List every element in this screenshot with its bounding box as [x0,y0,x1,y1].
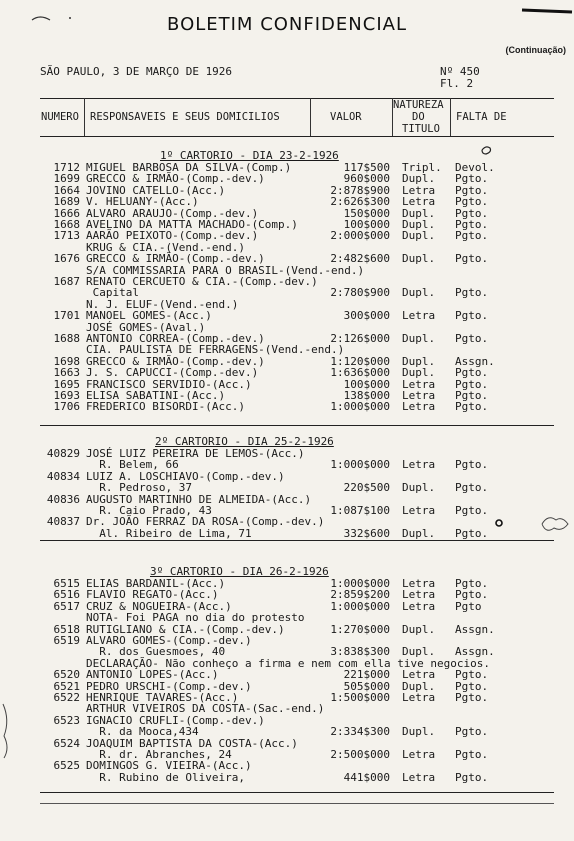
row-natureza: Letra [402,770,436,784]
column-divider [310,98,311,136]
row-falta: Pgto. [455,377,489,391]
row-falta: Pgto. [455,229,489,243]
row-valor: 221$000 [343,668,390,682]
section-rule [40,540,554,541]
row-responsavel: Dr. JOÃO FERRAZ DA ROSA-(Comp.-dev.) [86,515,325,529]
row-responsavel: RUTIGLIANO & CIA.-(Comp.-dev.) [86,622,285,636]
row-responsavel: NOTA- Foi PAGA no dia do protesto [86,611,305,625]
row-natureza: Dupl. [402,679,436,693]
row-natureza: Letra [402,183,436,197]
row-number: 6523 [53,713,80,727]
row-number: 6521 [53,679,80,693]
row-responsavel: FLAVIO REGATO-(Acc.) [86,588,219,602]
row-natureza: Dupl. [402,354,436,368]
row-responsavel: R. dr. Abranches, 24 [86,748,232,761]
row-natureza: Dupl. [402,526,436,540]
row-valor: 100$000 [343,377,390,391]
bulletin-number: Nº 450 [440,65,480,78]
row-responsavel: LUIZ A. LOSCHIAVO-(Comp.-dev.) [86,469,285,483]
row-falta: Pgto. [455,458,489,472]
row-responsavel: V. HELUANY-(Acc.) [86,195,199,209]
row-natureza: Letra [402,748,436,761]
row-falta: Pgto. [455,389,489,402]
row-valor: 2:126$000 [330,332,390,345]
row-responsavel: R. Belem, 66 [86,458,179,472]
row-responsavel: MANOEL GOMES-(Acc.) [86,309,212,323]
row-valor: 100$000 [343,218,390,231]
row-falta: Pgto. [455,332,489,345]
row-number: 40836 [46,492,80,506]
column-header-numero: NUMERO [41,111,79,123]
row-natureza: Letra [402,577,436,590]
row-valor: 1:500$000 [330,691,390,704]
row-falta: Pgto. [455,309,489,323]
row-falta: Pgto. [455,526,489,540]
row-natureza: Letra [402,309,436,323]
row-responsavel: GRECCO & IRMÃO-(Comp.-dev.) [86,354,265,368]
section-rule [40,425,554,426]
row-falta: Pgto [455,599,482,613]
row-natureza: Letra [402,588,436,602]
row-responsavel: J. S. CAPUCCI-(Comp.-dev.) [86,366,259,380]
row-valor: 2:482$600 [330,252,390,266]
row-responsavel: ARTHUR VIVEIROS DA COSTA-(Sac.-end.) [86,702,325,716]
row-natureza: Dupl. [402,229,436,243]
row-natureza: Dupl. [402,622,436,636]
row-natureza: Dupl. [402,481,436,495]
row-natureza: Dupl. [402,218,436,231]
row-natureza: Dupl. [402,286,436,300]
row-number: 1701 [53,309,80,323]
row-responsavel: FREDERICO BISORDI-(Acc.) [86,400,245,414]
row-responsavel: AARÃO PEIXOTO-(Comp.-dev.) [86,229,259,243]
row-natureza: Letra [402,389,436,402]
section-rule [40,792,554,793]
row-valor: 2:000$000 [330,229,390,243]
row-natureza: Dupl. [402,172,436,186]
row-falta: Devol. [455,161,495,174]
row-responsavel: ANTONIO LOPES-(Acc.) [86,668,219,682]
row-natureza: Dupl. [402,206,436,220]
ink-blot [538,512,574,536]
row-valor: 1:000$000 [330,400,390,414]
row-responsavel: ALVARO GOMES-(Comp.-dev.) [86,634,252,647]
row-number: 40837 [46,515,80,529]
row-valor: 1:120$000 [330,354,390,368]
row-natureza: Dupl. [402,332,436,345]
place-date: SÃO PAULO, 3 DE MARÇO DE 1926 [40,65,233,78]
row-responsavel: R. Rubino de Oliveira, [86,770,245,784]
row-responsavel: JOSÉ GOMES-(Aval.) [86,320,206,334]
row-falta: Pgto. [455,183,489,197]
row-responsavel: ANTONIO CORREA-(Comp.-dev.) [86,332,265,345]
row-responsavel: JOSÉ LUIZ PEREIRA DE LEMOS-(Acc.) [86,447,305,460]
row-responsavel: ELIAS BARDANIL-(Acc.) [86,577,226,590]
row-responsavel: Capital [86,286,139,300]
row-responsavel: GRECCO & IRMÃO-(Comp.-dev.) [86,252,265,266]
row-valor: 2:626$300 [330,195,390,209]
row-responsavel: FRANCISCO SERVIDIO-(Acc.) [86,377,252,391]
row-falta: Pgto. [455,366,489,380]
row-falta: Pgto. [455,679,489,693]
section-title: 2º CARTORIO - DIA 25-2-1926 [155,435,334,448]
row-valor: 1:000$000 [330,458,390,472]
row-natureza: Letra [402,400,436,414]
row-number: 1712 [53,161,80,174]
row-natureza: Letra [402,195,436,209]
row-valor: 441$000 [343,770,390,784]
row-valor: 2:500$000 [330,748,390,761]
row-number: 1676 [53,252,80,266]
row-falta: Pgto. [455,668,489,682]
row-responsavel: R. dos Guesmoes, 40 [86,645,226,659]
row-valor: 1:000$000 [330,577,390,590]
row-falta: Pgto. [455,691,489,704]
row-valor: 1:270$000 [330,622,390,636]
row-natureza: Letra [402,691,436,704]
margin-mark [0,700,14,760]
row-responsavel: JOAQUIM BAPTISTA DA COSTA-(Acc.) [86,736,298,750]
row-number: 1689 [53,195,80,209]
row-responsavel: AVELINO DA MATTA MACHADO-(Comp.) [86,218,298,231]
row-falta: Pgto. [455,577,489,590]
row-number: 6517 [53,599,80,613]
row-falta: Assgn. [455,354,495,368]
row-responsavel: N. J. ELUF-(Vend.-end.) [86,297,239,311]
row-number: 6518 [53,622,80,636]
row-natureza: Letra [402,458,436,472]
row-number: 1687 [53,275,80,288]
row-number: 1664 [53,183,80,197]
row-number: 1666 [53,206,80,220]
row-falta: Pgto. [455,252,489,266]
column-divider [84,98,85,136]
circle-mark [494,518,504,528]
row-valor: 1:087$100 [330,504,390,517]
row-number: 6520 [53,668,80,682]
row-falta: Pgto. [455,195,489,209]
row-natureza: Dupl. [402,252,436,266]
row-valor: 3:838$300 [330,645,390,659]
row-number: 1695 [53,377,80,391]
row-valor: 2:780$900 [330,286,390,300]
row-natureza: Dupl. [402,645,436,659]
row-number: 6525 [53,759,80,773]
row-natureza: Letra [402,504,436,517]
row-responsavel: CRUZ & NOGUEIRA-(Acc.) [86,599,232,613]
row-number: 6515 [53,577,80,590]
row-responsavel: R. da Mooca,434 [86,725,199,739]
row-falta: Pgto. [455,206,489,220]
row-valor: 150$000 [343,206,390,220]
row-responsavel: S/A COMMISSARIA PARA O BRASIL-(Vend.-end.) [86,263,365,277]
row-valor: 300$000 [343,309,390,323]
row-falta: Pgto. [455,218,489,231]
row-number: 1713 [53,229,80,243]
sheet-number: Fl. 2 [440,77,474,90]
row-number: 6516 [53,588,80,602]
check-mark-icon [480,144,494,156]
row-valor: 505$000 [343,679,390,693]
column-header-natureza: TITULO [402,123,440,135]
row-responsavel: ALVARO ARAUJO-(Comp.-dev.) [86,206,259,220]
row-valor: 1:636$000 [330,366,390,380]
row-responsavel: DECLARAÇÃO- Não conheço a firma e nem com ella tive negocios. [86,656,490,670]
row-valor: 2:859$200 [330,588,390,602]
column-divider [450,98,451,136]
row-responsavel: DOMINGOS G. VIEIRA-(Acc.) [86,759,252,773]
row-valor: 2:334$300 [330,725,390,739]
row-falta: Pgto. [455,481,489,495]
row-responsavel: JOVINO CATELLO-(Acc.) [86,183,226,197]
row-valor: 138$000 [343,389,390,402]
row-responsavel: Al. Ribeiro de Lima, 71 [86,526,252,540]
row-number: 1698 [53,354,80,368]
row-natureza: Tripl. [402,161,442,174]
row-valor: 220$500 [343,481,390,495]
row-falta: Pgto. [455,770,489,784]
row-falta: Pgto. [455,400,489,414]
row-number: 1663 [53,366,80,380]
header-top-rule [40,98,554,99]
row-number: 1693 [53,389,80,402]
section-rule [40,803,554,804]
row-valor: 960$000 [343,172,390,186]
row-responsavel: R. Pedroso, 37 [86,481,192,495]
column-header-natureza: NATUREZA [393,99,444,111]
row-number: 6519 [53,634,80,647]
row-falta: Pgto. [455,504,489,517]
row-valor: 332$600 [343,526,390,540]
header-bottom-rule [40,136,554,137]
row-natureza: Letra [402,668,436,682]
row-falta: Pgto. [455,172,489,186]
continuation-label: (Continuação) [505,45,566,55]
row-responsavel: AUGUSTO MARTINHO DE ALMEIDA-(Acc.) [86,492,312,506]
row-responsavel: CIA. PAULISTA DE FERRAGENS-(Vend.-end.) [86,343,345,357]
row-number: 6522 [53,691,80,704]
row-falta: Pgto. [455,725,489,739]
column-header-responsaveis: RESPONSAVEIS E SEUS DOMICILIOS [90,111,280,123]
ink-mark [520,4,574,16]
row-number: 40829 [46,447,80,460]
row-falta: Assgn. [455,645,495,659]
row-responsavel: HENRIQUE TAVARES-(Acc.) [86,691,239,704]
row-valor: 1:000$000 [330,599,390,613]
row-responsavel: RENATO CERCUETO & CIA.-(Comp.-dev.) [86,275,318,288]
row-natureza: Letra [402,599,436,613]
row-valor: 2:878$900 [330,183,390,197]
row-number: 6524 [53,736,80,750]
row-number: 1706 [53,400,80,414]
document-title: BOLETIM CONFIDENCIAL [167,14,407,35]
row-falta: Pgto. [455,588,489,602]
section-title: 1º CARTORIO - DIA 23-2-1926 [160,149,339,162]
row-number: 1699 [53,172,80,186]
row-natureza: Dupl. [402,725,436,739]
row-number: 40834 [46,469,80,483]
row-responsavel: R. Caio Prado, 43 [86,504,212,517]
row-natureza: Dupl. [402,366,436,380]
row-responsavel: GRECCO & IRMÃO-(Comp.-dev.) [86,172,265,186]
row-natureza: Letra [402,377,436,391]
row-responsavel: KRUG & CIA.-(Vend.-end.) [86,240,245,254]
row-number: 1688 [53,332,80,345]
column-header-valor: VALOR [330,111,362,123]
row-responsavel: PEDRO URSCHI-(Comp.-dev.) [86,679,252,693]
section-title: 3º CARTORIO - DIA 26-2-1926 [150,565,329,578]
row-falta: Pgto. [455,286,489,300]
column-header-falta: FALTA DE [456,111,507,123]
ink-mark [30,12,80,26]
row-responsavel: IGNACIO CRUFLI-(Comp.-dev.) [86,713,265,727]
row-falta: Assgn. [455,622,495,636]
row-responsavel: ELISA SABATINI-(Acc.) [86,389,226,402]
row-number: 1668 [53,218,80,231]
column-header-natureza: DO [412,111,425,123]
row-falta: Pgto. [455,748,489,761]
row-valor: 117$500 [343,161,390,174]
row-responsavel: MIGUEL BARBOSA DA SILVA-(Comp.) [86,161,292,174]
